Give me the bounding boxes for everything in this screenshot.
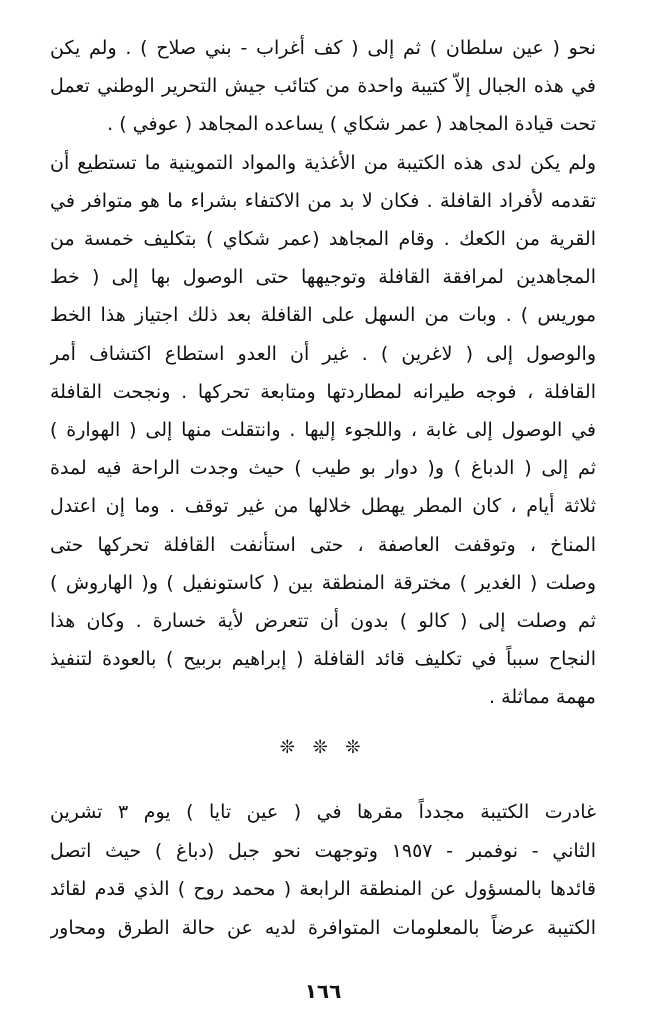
text-line: مهمة مماثلة . xyxy=(489,686,596,709)
text-line: الثاني - نوفمبر - ١٩٥٧ وتوجهت نحو جبل (دباغ ) حيث اتصل xyxy=(50,839,596,862)
text-line: موريس ) . وبات من السهل على القافلة بعد ذلك اجتياز هذا الخط xyxy=(50,304,596,327)
text-line: النجاح سبباً في تكليف قائد القافلة ( إبراهيم بربيح ) بالعودة لتنفيذ xyxy=(50,648,596,671)
page-number: ١٦٦ xyxy=(304,979,342,1003)
text-line: في الوصول إلى غابة ، واللجوء إليها . وانتقلت منها إلى ( الهوارة ) xyxy=(50,419,596,441)
section-separator: ❊ ❊ ❊ xyxy=(279,737,367,758)
text-line: المناخ ، وتوقفت العاصفة ، حتى استأنفت القافلة تحركها حتى xyxy=(50,533,596,556)
text-line: ثم وصلت إلى ( كالو ) بدون أن تتعرض لأية خسارة . وكان هذا xyxy=(50,610,596,632)
text-line: القافلة ، فوجه طيرانه لمطاردتها ومتابعة تحركها . ونجحت القافلة xyxy=(50,380,596,403)
text-line: والوصول إلى ( لاغرين ) . غير أن العدو استطاع اكتشاف أمر xyxy=(50,342,596,365)
text-line: تقدمه لأفراد القافلة . فكان لا بد من الاكتفاء بشراء ما هو متوافر في xyxy=(50,189,596,212)
text-line: القرية من الكعك . وقام المجاهد (عمر شكاي ) بتكليف خمسة من xyxy=(50,228,596,250)
text-line: المجاهدين لمرافقة القافلة وتوجيهها حتى الوصول بها إلى ( خط xyxy=(50,266,596,289)
text-line: ثم إلى ( الدباغ ) و( دوار بو طيب ) حيث وجدت الراحة فيه لمدة xyxy=(50,457,596,480)
text-line: نحو ( عين سلطان ) ثم إلى ( كف أغراب - بني صلاح ) . ولم يكن xyxy=(50,37,596,59)
text-line: ولم يكن لدى هذه الكتيبة من الأغذية والمواد التموينية ما تستطيع أن xyxy=(50,151,596,174)
text-line: ثلاثة أيام ، كان المطر يهطل خلالها من غير توقف . وما إن اعتدل xyxy=(50,495,596,518)
text-line: الكتيبة عرضاً بالمعلومات المتوافرة لديه عن حالة الطرق ومحاور xyxy=(50,916,596,939)
text-line: تحت قيادة المجاهد ( عمر شكاي ) يساعده المجاهد ( عوفي ) . xyxy=(107,113,596,136)
text-line: في هذه الجبال إلاّ كتيبة واحدة من كتائب جيش التحرير الوطني تعمل xyxy=(50,75,596,98)
text-line: قائدها بالمسؤول عن المنطقة الرابعة ( محمد روح ) الذي قدم لقائد xyxy=(50,878,596,900)
text-line: وصلت ( الغدير ) مخترقة المنطقة بين ( كاستونفيل ) و( الهاروش ) xyxy=(50,571,596,594)
text-line: غادرت الكتيبة مجدداً مقرها في ( عين تايا ) يوم ٣ تشرين xyxy=(50,801,596,823)
